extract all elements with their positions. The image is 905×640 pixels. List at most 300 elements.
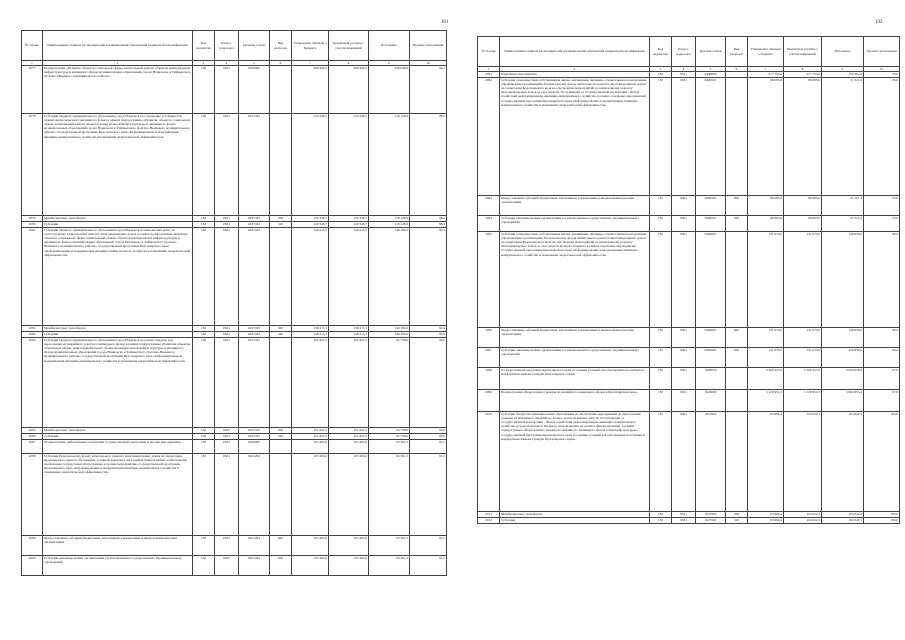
section-code: 0501 bbox=[672, 232, 696, 328]
executed-amount: 146 182,0 bbox=[369, 332, 410, 338]
section-code: 0501 bbox=[215, 338, 239, 428]
budget-list-amount: 217 755,6 bbox=[784, 72, 822, 78]
budget-list-amount: 158 213,3 bbox=[329, 326, 369, 332]
row-name: Межбюджетные трансферты bbox=[43, 428, 193, 434]
row-name: Субсидии товариществам собственников жилья, жилищным, жилищно-строительным кооперативам, управляющим организациям, Региональному фонду капитального ремонта многоквартирных домов на территории Красноярского края на обеспечение мероприятий по капитальному ремонту многоквартирных домов за счет средств краевого бюджета в рамках отдельных мероприятий государственной программы Красноярского края «Реформирование и модернизация жилищно-коммунального хозяйства и повышение энергетической эффективности» bbox=[500, 232, 650, 328]
dept-code: 130 bbox=[650, 328, 672, 348]
executed-amount: 104 022,3 bbox=[822, 518, 864, 524]
percent-executed: 70,0 bbox=[864, 72, 900, 78]
executed-amount: 3 200 078,9 bbox=[822, 368, 864, 390]
column-index: 5 bbox=[696, 67, 726, 72]
row-name: Отдельные мероприятия bbox=[500, 72, 650, 78]
approved-amount: 120 348,7 bbox=[292, 216, 329, 222]
header-section: Раздел-подраздел bbox=[215, 31, 239, 61]
header-row-number: № строки bbox=[478, 37, 500, 67]
target-article: 0437435 bbox=[239, 338, 270, 428]
section-code: 0501 bbox=[215, 216, 239, 222]
percent-executed: 98,2 bbox=[410, 216, 447, 222]
row-name: Предоставление субсидий бюджетным, автономным учреждениям и иным некоммерческим организациям bbox=[500, 196, 650, 216]
column-index: 7 bbox=[292, 61, 329, 66]
section-code: 0501 bbox=[672, 216, 696, 232]
target-article: 0437433 bbox=[239, 228, 270, 326]
expense-type: 630 bbox=[726, 216, 748, 232]
approved-amount: 63 994,4 bbox=[748, 512, 784, 518]
page-number: 101 bbox=[441, 20, 449, 25]
dept-code: 130 bbox=[193, 332, 215, 338]
header-budget-list: Бюджетная роспись с учетом изменений bbox=[329, 31, 369, 61]
target-article: 0451294 bbox=[239, 454, 270, 536]
approved-amount: 3 280 427,9 bbox=[748, 368, 784, 390]
section-code: 0501 bbox=[215, 228, 239, 326]
left-page bbox=[0, 0, 452, 640]
table-row bbox=[478, 518, 900, 524]
section-code: 0501 bbox=[215, 428, 239, 434]
budget-list-amount: 104 022,3 bbox=[784, 518, 822, 524]
target-article: 0499601 bbox=[696, 232, 726, 328]
target-article: 1627602 bbox=[696, 518, 726, 524]
approved-amount: 86 085,6 bbox=[748, 216, 784, 232]
approved-amount: 380 409,5 bbox=[292, 66, 329, 114]
row-number: 2083 bbox=[22, 332, 43, 338]
percent-executed: 92,0 bbox=[410, 338, 447, 428]
table-row bbox=[478, 412, 900, 512]
budget-list-amount: 101 847,5 bbox=[329, 428, 369, 434]
target-article: 0437435 bbox=[239, 428, 270, 434]
section-code: 0501 bbox=[215, 454, 239, 536]
table-body bbox=[478, 72, 900, 524]
column-index: 8 bbox=[784, 67, 822, 72]
table-row bbox=[22, 440, 447, 454]
budget-list-amount: 120 348,7 bbox=[329, 222, 369, 228]
header-target-article: Целевая статья bbox=[696, 37, 726, 67]
row-name: Субсидия бюджетам муниципальных образований на обеспечение мероприятий по переселению граждан из аварийного жилищного фонда, за исключением средств, поступающих от государственной корпорации - Фонда содействия реформированию жилищно-коммунального хозяйства и средств краевого бюджета, направляемых на долевое финансирование, в рамках подпрограммы «Переселение граждан из аварийного жилищного фонда в Красноярском крае» государственной программы Красноярского края «Создание условий для обеспечения доступным и комфортным жильем граждан Красноярского края» bbox=[500, 412, 650, 512]
dept-code: 130 bbox=[650, 412, 672, 512]
section-code: 0501 bbox=[215, 332, 239, 338]
percent-executed: 91,2 bbox=[410, 556, 447, 576]
budget-list-amount: 158 213,3 bbox=[329, 332, 369, 338]
target-article: 0490000 bbox=[696, 72, 726, 78]
row-number: 2102 bbox=[478, 518, 500, 524]
budget-list-amount: 3 280 427,9 bbox=[784, 368, 822, 390]
column-index: 6 bbox=[726, 67, 748, 72]
target-article: 0499501 bbox=[696, 196, 726, 216]
dept-code: 130 bbox=[193, 222, 215, 228]
column-index: 9 bbox=[369, 61, 410, 66]
executed-amount: 118 128,9 bbox=[369, 222, 410, 228]
dept-code: 130 bbox=[650, 72, 672, 78]
budget-list-amount: 103 493,0 bbox=[329, 556, 369, 576]
column-index: 6 bbox=[270, 61, 292, 66]
expense-type: 500 bbox=[270, 428, 292, 434]
table-row bbox=[478, 216, 900, 232]
budget-list-amount: 103 493,0 bbox=[329, 536, 369, 556]
header-expense-type: Вид расходов bbox=[270, 31, 292, 61]
percent-executed: 100,0 bbox=[864, 518, 900, 524]
right-page bbox=[453, 0, 905, 640]
dept-code: 130 bbox=[193, 228, 215, 326]
dept-code: 130 bbox=[650, 390, 672, 412]
header-row-number: № строки bbox=[22, 31, 43, 61]
executed-amount: 146 182,0 bbox=[369, 228, 410, 326]
table-row bbox=[478, 196, 900, 216]
approved-amount: 63 994,4 bbox=[748, 412, 784, 512]
table-header-row bbox=[478, 37, 900, 67]
dept-code: 130 bbox=[650, 232, 672, 328]
column-index: 7 bbox=[748, 67, 784, 72]
section-code: 0501 bbox=[215, 222, 239, 228]
row-number: 2100 bbox=[478, 412, 500, 512]
row-number: 2080 bbox=[22, 222, 43, 228]
executed-amount: 93 738,0 bbox=[369, 428, 410, 434]
budget-list-amount: 131 670,0 bbox=[784, 232, 822, 328]
executed-amount: 118 128,9 bbox=[369, 114, 410, 216]
table-row bbox=[478, 390, 900, 412]
approved-amount: 86 085,6 bbox=[748, 196, 784, 216]
dept-code: 130 bbox=[193, 338, 215, 428]
approved-amount: 103 493,0 bbox=[292, 556, 329, 576]
budget-list-amount: 3 129 952,3 bbox=[784, 390, 822, 412]
expense-type: 520 bbox=[270, 222, 292, 228]
row-number: 2097 bbox=[478, 348, 500, 368]
executed-amount: 21 521,4 bbox=[822, 216, 864, 232]
percent-executed: 98,2 bbox=[410, 222, 447, 228]
section-code: 0501 bbox=[672, 390, 696, 412]
section-code: 0501 bbox=[215, 440, 239, 454]
expense-type bbox=[726, 412, 748, 512]
row-number: 2101 bbox=[478, 512, 500, 518]
dept-code: 130 bbox=[650, 196, 672, 216]
row-name: Межбюджетные трансферты bbox=[43, 216, 193, 222]
table-row bbox=[22, 66, 447, 114]
column-index: 2 bbox=[500, 67, 650, 72]
row-name: Субсидии bbox=[43, 434, 193, 440]
executed-amount: 94 361,5 bbox=[369, 556, 410, 576]
row-number: 2093 bbox=[478, 196, 500, 216]
expense-type: 520 bbox=[270, 434, 292, 440]
percent-executed: 92,0 bbox=[410, 434, 447, 440]
percent-executed: 100,0 bbox=[864, 412, 900, 512]
header-approved: Утверждено Законом о бюджете bbox=[292, 31, 329, 61]
percent-executed: 97,6 bbox=[864, 368, 900, 390]
percent-executed: 25,0 bbox=[864, 216, 900, 232]
approved-amount: 131 670,0 bbox=[748, 348, 784, 368]
row-number: 2087 bbox=[22, 440, 43, 454]
header-name: Наименование главных распорядителей и наименование показателей бюджетной классификации bbox=[500, 37, 650, 67]
executed-amount: 93 738,0 bbox=[369, 434, 410, 440]
column-index: 3 bbox=[650, 67, 672, 72]
executed-amount: 94 361,5 bbox=[369, 454, 410, 536]
row-name: Субсидии бюджету муниципального образования город Норильск на ремонт квартир под переселение из аварийного и ветхого жилищного фонда в рамках подпрограммы «Развитие объектов социальной сферы, капитальный ремонт объектов коммунальной инфраструктуры и жилищного фонда муниципальных образований города Норильска и Таймырского Долгано-Ненецкого муниципального района» государственной программы Красноярского края «Реформирование и модернизация жилищно-коммунального хозяйства и повышение энергетической эффективности» bbox=[43, 338, 193, 428]
executed-amount: 94 361,5 bbox=[369, 536, 410, 556]
dept-code: 130 bbox=[650, 512, 672, 518]
dept-code: 130 bbox=[193, 556, 215, 576]
percent-executed: 97,8 bbox=[864, 390, 900, 412]
expense-type: 630 bbox=[270, 556, 292, 576]
approved-amount: 101 847,5 bbox=[292, 434, 329, 440]
section-code: 0501 bbox=[215, 556, 239, 576]
expense-type bbox=[726, 232, 748, 328]
percent-executed: 91,2 bbox=[410, 440, 447, 454]
row-number: 2078 bbox=[22, 114, 43, 216]
dept-code: 130 bbox=[650, 78, 672, 196]
target-article: 0451294 bbox=[239, 556, 270, 576]
column-index: 4 bbox=[215, 61, 239, 66]
expense-type bbox=[270, 228, 292, 326]
row-number: 2091 bbox=[478, 72, 500, 78]
column-index: 4 bbox=[672, 67, 696, 72]
percent-executed: 25,0 bbox=[864, 78, 900, 196]
row-number: 2098 bbox=[478, 368, 500, 390]
header-dept-code: Код ведомства bbox=[650, 37, 672, 67]
row-name: Субсидии некоммерческим организациям (за исключением государственных (муниципальных) учреждений) bbox=[500, 216, 650, 232]
section-code: 0501 bbox=[215, 114, 239, 216]
dept-code: 130 bbox=[193, 454, 215, 536]
budget-list-amount: 120 348,7 bbox=[329, 114, 369, 216]
column-index: 2 bbox=[43, 61, 193, 66]
section-code: 0501 bbox=[672, 512, 696, 518]
approved-amount: 86 085,6 bbox=[748, 78, 784, 196]
dept-code: 130 bbox=[650, 518, 672, 524]
dept-code: 130 bbox=[193, 536, 215, 556]
section-code: 0501 bbox=[672, 348, 696, 368]
section-code: 0501 bbox=[672, 196, 696, 216]
table-row bbox=[478, 328, 900, 348]
section-code: 0501 bbox=[215, 66, 239, 114]
table-row bbox=[22, 556, 447, 576]
dept-code: 130 bbox=[193, 440, 215, 454]
executed-amount: 3 062 653,4 bbox=[822, 390, 864, 412]
row-number: 2079 bbox=[22, 216, 43, 222]
approved-amount: 217 755,6 bbox=[748, 72, 784, 78]
executed-amount: 21 521,4 bbox=[822, 78, 864, 196]
approved-amount: 131 670,0 bbox=[748, 328, 784, 348]
approved-amount: 103 493,0 bbox=[292, 454, 329, 536]
row-number: 2077 bbox=[22, 66, 43, 114]
target-article: 1620000 bbox=[696, 390, 726, 412]
approved-amount: 158 213,3 bbox=[292, 332, 329, 338]
executed-amount: 130 839,6 bbox=[822, 232, 864, 328]
row-name: Субсидии бюджету муниципального образования город Норильск на выполнение работ по долгосрочному капитальному ремонту многоквартирных домов в рамках подпрограммы «Развитие объектов социальной сферы, капитальный ремонт объектов коммунальной инфраструктуры и жилищного фонда муниципальных образований города Норильска и Таймырского Долгано-Ненецкого муниципального района» государственной программы Красноярского края «Реформирование и модернизация жилищно-коммунального хозяйства и повышение энергетической эффективности» bbox=[43, 228, 193, 326]
expense-type bbox=[726, 368, 748, 390]
row-number: 2099 bbox=[478, 390, 500, 412]
section-code: 0501 bbox=[215, 326, 239, 332]
executed-amount: 146 182,0 bbox=[369, 326, 410, 332]
budget-list-amount: 101 847,5 bbox=[329, 338, 369, 428]
approved-amount: 101 847,5 bbox=[292, 428, 329, 434]
approved-amount: 120 348,7 bbox=[292, 114, 329, 216]
row-name: Субсидии bbox=[43, 332, 193, 338]
executed-amount: 21 521,4 bbox=[822, 196, 864, 216]
expense-type bbox=[726, 78, 748, 196]
column-index: 5 bbox=[239, 61, 270, 66]
expense-type: 600 bbox=[726, 196, 748, 216]
row-name: Подпрограмма «Переселение граждан из аварийного жилищного фонда в Красноярском крае» bbox=[500, 390, 650, 412]
approved-amount: 158 213,3 bbox=[292, 326, 329, 332]
header-name: Наименование главных распорядителей и наименование показателей бюджетной классификации bbox=[43, 31, 193, 61]
table-row bbox=[22, 228, 447, 326]
target-article: 0437433 bbox=[239, 326, 270, 332]
table-row bbox=[22, 454, 447, 536]
percent-executed: 99,4 bbox=[864, 232, 900, 328]
expense-type bbox=[726, 390, 748, 412]
budget-table bbox=[21, 30, 447, 576]
section-code: 0501 bbox=[215, 434, 239, 440]
executed-amount: 94 361,5 bbox=[369, 440, 410, 454]
target-article: 0437433 bbox=[239, 332, 270, 338]
header-budget-list: Бюджетная роспись с учетом изменений bbox=[784, 37, 822, 67]
executed-amount: 118 128,9 bbox=[369, 216, 410, 222]
target-article: 0430000 bbox=[239, 66, 270, 114]
approved-amount: 101 847,5 bbox=[292, 338, 329, 428]
percent-executed: 92,4 bbox=[410, 228, 447, 326]
column-index: 10 bbox=[410, 61, 447, 66]
expense-type bbox=[270, 66, 292, 114]
header-approved: Утверждено Законом о бюджете bbox=[748, 37, 784, 67]
percent-executed: 100,0 bbox=[864, 512, 900, 518]
row-name: Государственная программа Красноярского края «Создание условий для обеспечения доступным и комфортным жильем граждан Красноярского края» bbox=[500, 368, 650, 390]
row-number: 2084 bbox=[22, 338, 43, 428]
target-article: 0437432 bbox=[239, 216, 270, 222]
row-number: 2088 bbox=[22, 454, 43, 536]
section-code: 0501 bbox=[672, 412, 696, 512]
dept-code: 130 bbox=[193, 66, 215, 114]
executed-amount: 93 738,0 bbox=[369, 338, 410, 428]
percent-executed: 92,0 bbox=[410, 428, 447, 434]
approved-amount: 63 994,4 bbox=[748, 518, 784, 524]
table-row bbox=[22, 338, 447, 428]
budget-list-amount: 131 670,0 bbox=[784, 348, 822, 368]
row-name: Субсидии некоммерческим организациям (за исключением государственных (муниципальных) учреждений) bbox=[43, 556, 193, 576]
column-index: 9 bbox=[822, 67, 864, 72]
budget-list-amount: 86 085,6 bbox=[784, 196, 822, 216]
executed-amount: 130 839,6 bbox=[822, 328, 864, 348]
table-row bbox=[478, 348, 900, 368]
header-dept-code: Код ведомства bbox=[193, 31, 215, 61]
percent-executed: 99,4 bbox=[864, 348, 900, 368]
percent-executed: 99,4 bbox=[864, 328, 900, 348]
budget-list-amount: 120 348,7 bbox=[329, 216, 369, 222]
executed-amount: 104 022,3 bbox=[822, 412, 864, 512]
dept-code: 130 bbox=[193, 428, 215, 434]
row-name: Предоставление субсидий бюджетным, автономным учреждениям и иным некоммерческим организациям bbox=[43, 536, 193, 556]
percent-executed: 91,2 bbox=[410, 536, 447, 556]
section-code: 0501 bbox=[215, 536, 239, 556]
expense-type: 500 bbox=[270, 326, 292, 332]
row-name: Субсидии товариществам собственников жилья, жилищным, жилищно-строительным кооперативам, управляющим организациям, Региональному фонду капитального ремонта многоквартирных домов на территории Красноярского края на обеспечение мероприятий по капитальному ремонту многоквартирных домов за счет средств, поступивших от государственной корпорации - Фонда содействия реформированию жилищно-коммунального хозяйства в рамках отдельных мероприятий государственной программы Красноярского края «Реформирование и модернизация жилищно-коммунального хозяйства и повышение энергетической эффективности» bbox=[500, 78, 650, 196]
column-index: 8 bbox=[329, 61, 369, 66]
header-section: Раздел-подраздел bbox=[672, 37, 696, 67]
percent-executed: 92,4 bbox=[410, 332, 447, 338]
approved-amount: 3 129 952,3 bbox=[748, 390, 784, 412]
expense-type bbox=[270, 338, 292, 428]
target-article: 0499601 bbox=[696, 348, 726, 368]
table-body bbox=[22, 66, 447, 576]
target-article: 0499601 bbox=[696, 328, 726, 348]
header-executed: Исполнено bbox=[369, 31, 410, 61]
executed-amount: 152 361,0 bbox=[822, 72, 864, 78]
header-percent: Процент исполнения bbox=[410, 31, 447, 61]
expense-type bbox=[270, 454, 292, 536]
percent-executed: 98,2 bbox=[410, 114, 447, 216]
row-number: 2082 bbox=[22, 326, 43, 332]
expense-type: 600 bbox=[726, 328, 748, 348]
target-article: 0451294 bbox=[239, 536, 270, 556]
target-article: 1627602 bbox=[696, 512, 726, 518]
approved-amount: 131 670,0 bbox=[748, 232, 784, 328]
dept-code: 130 bbox=[650, 216, 672, 232]
expense-type: 630 bbox=[726, 348, 748, 368]
dept-code: 130 bbox=[650, 348, 672, 368]
table-row bbox=[478, 78, 900, 196]
row-number: 2095 bbox=[478, 232, 500, 328]
budget-list-amount: 86 085,6 bbox=[784, 216, 822, 232]
budget-list-amount: 101 847,5 bbox=[329, 434, 369, 440]
row-number: 2090 bbox=[22, 556, 43, 576]
row-number: 2092 bbox=[478, 78, 500, 196]
row-name: Подпрограмма «Обеспечение реализации государственной программы и прочие мероприятия» bbox=[43, 440, 193, 454]
table-row bbox=[478, 368, 900, 390]
expense-type: 600 bbox=[270, 536, 292, 556]
row-number: 2094 bbox=[478, 216, 500, 232]
approved-amount: 120 348,7 bbox=[292, 222, 329, 228]
row-name: Субсидии некоммерческим организациям (за исключением государственных (муниципальных) учреждений) bbox=[500, 348, 650, 368]
budget-list-amount: 86 085,6 bbox=[784, 78, 822, 196]
dept-code: 130 bbox=[193, 434, 215, 440]
row-name: Межбюджетные трансферты bbox=[43, 326, 193, 332]
dept-code: 130 bbox=[193, 114, 215, 216]
executed-amount: 358 048,9 bbox=[369, 66, 410, 114]
dept-code: 130 bbox=[650, 368, 672, 390]
column-index: 1 bbox=[22, 61, 43, 66]
page-number: 102 bbox=[875, 20, 883, 25]
header-target-article: Целевая статья bbox=[239, 31, 270, 61]
section-code: 0501 bbox=[672, 518, 696, 524]
percent-executed: 25,0 bbox=[864, 196, 900, 216]
expense-type: 520 bbox=[726, 518, 748, 524]
row-name: Субсидии bbox=[43, 222, 193, 228]
expense-type: 500 bbox=[726, 512, 748, 518]
header-expense-type: Вид расходов bbox=[726, 37, 748, 67]
row-number: 2086 bbox=[22, 434, 43, 440]
target-article: 0437432 bbox=[239, 114, 270, 216]
row-number: 2089 bbox=[22, 536, 43, 556]
percent-executed: 94,1 bbox=[410, 66, 447, 114]
target-article: 0437435 bbox=[239, 434, 270, 440]
budget-list-amount: 104 022,3 bbox=[784, 512, 822, 518]
expense-type bbox=[270, 114, 292, 216]
target-article: 0437432 bbox=[239, 222, 270, 228]
table-row bbox=[478, 232, 900, 328]
section-code: 0501 bbox=[672, 328, 696, 348]
budget-list-amount: 103 493,0 bbox=[329, 440, 369, 454]
approved-amount: 103 493,0 bbox=[292, 536, 329, 556]
row-name: Субсидия Региональному фонду капитального ремонта многоквартирных домов на территории Красноярского края на обеспечение уставной деятельности в рамках подпрограммы «Обеспечение реализации государственной программы и прочие мероприятия» государственной программы Красноярского края «Реформирование и модернизация жилищно-коммунального хозяйства и повышение энергетической эффективности» bbox=[43, 454, 193, 536]
budget-list-amount: 158 213,3 bbox=[329, 228, 369, 326]
target-article: 0499501 bbox=[696, 78, 726, 196]
row-number: 2096 bbox=[478, 328, 500, 348]
expense-type: 500 bbox=[270, 216, 292, 222]
section-code: 0501 bbox=[672, 78, 696, 196]
row-name: Предоставление субсидий бюджетным, автономным учреждениям и иным некоммерческим организациям bbox=[500, 328, 650, 348]
dept-code: 130 bbox=[193, 216, 215, 222]
budget-list-amount: 103 493,0 bbox=[329, 454, 369, 536]
approved-amount: 158 213,3 bbox=[292, 228, 329, 326]
row-number: 2081 bbox=[22, 228, 43, 326]
row-name: Межбюджетные трансферты bbox=[500, 512, 650, 518]
expense-type: 520 bbox=[270, 332, 292, 338]
expense-type bbox=[270, 440, 292, 454]
row-number: 2085 bbox=[22, 428, 43, 434]
